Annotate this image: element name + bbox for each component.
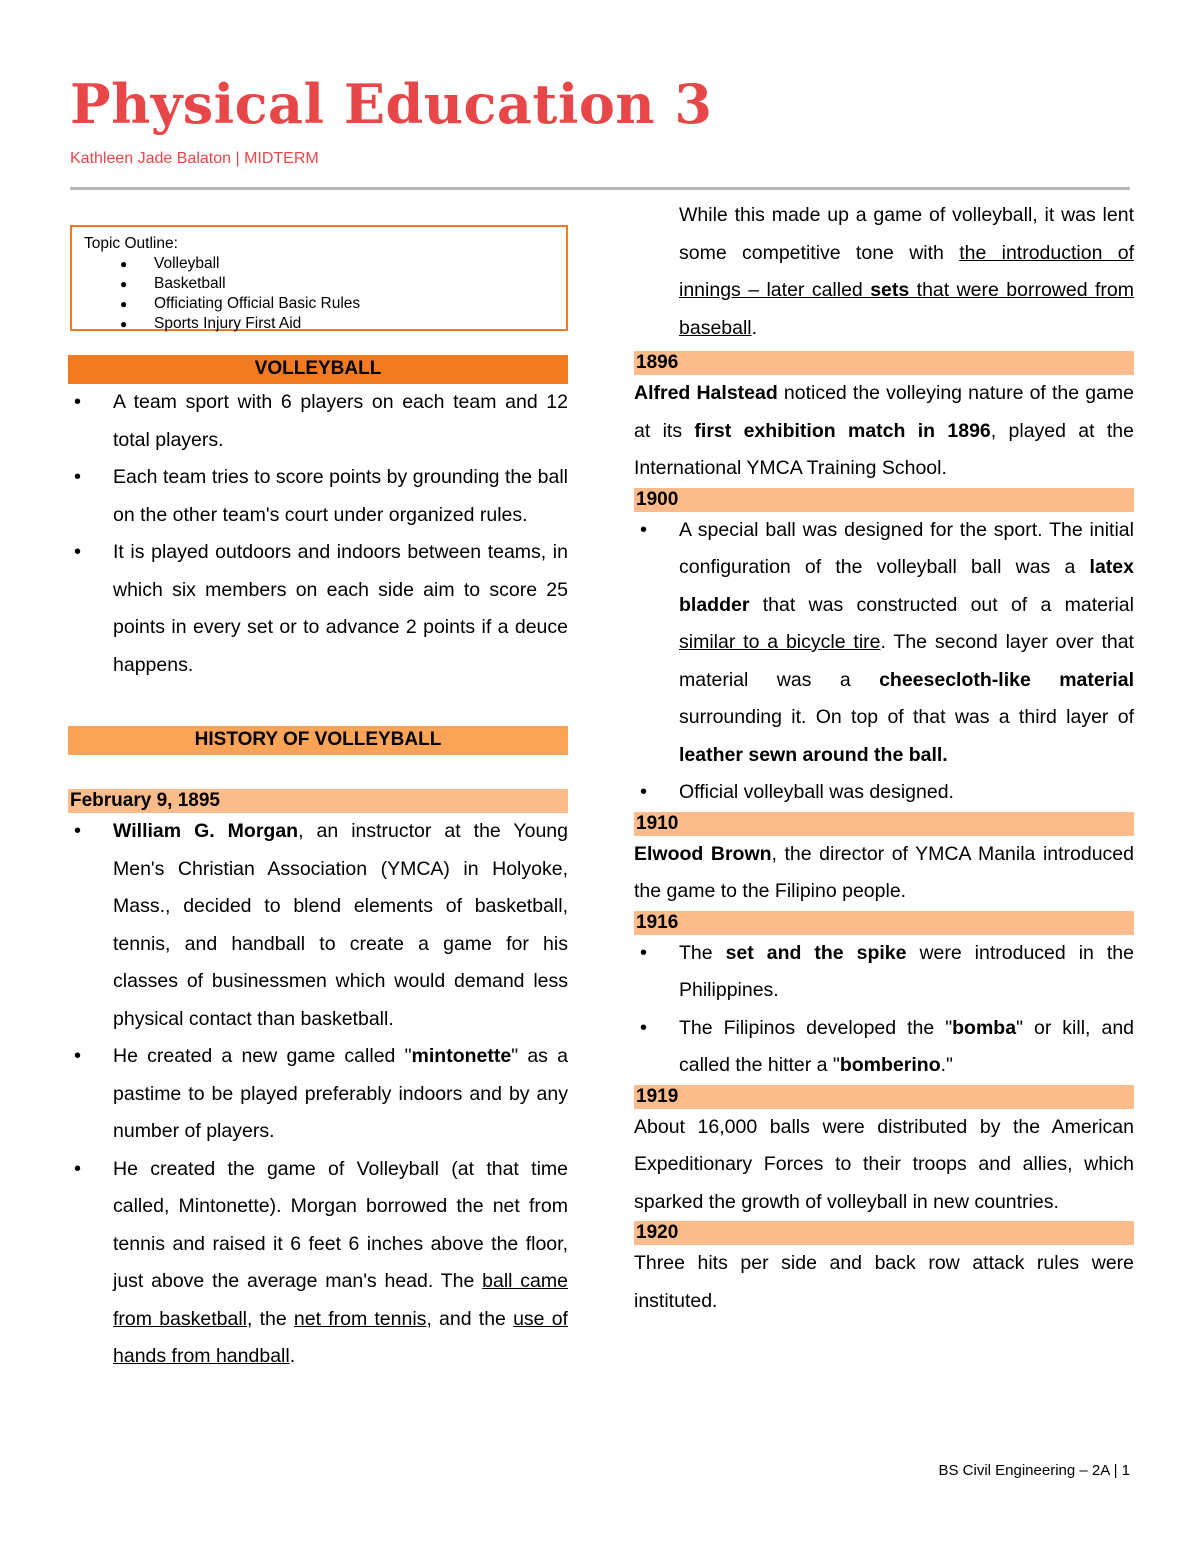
bullet-item: • A special ball was designed for the sport. The initial configuration of the volleyball ball was a latex bladder that was constructed out of a material similar to a bicycle tire. The second layer over that material was a cheesecloth-like material surrounding it. On top of that was a third layer of leather sewn around the ball.	[634, 512, 1134, 775]
volleyball-bullets	[68, 384, 568, 684]
year-label-1919: 1919	[634, 1085, 1134, 1109]
right-column	[634, 197, 1134, 1320]
year-label-1916: 1916	[634, 911, 1134, 935]
bullet-item: • Official volleyball was designed.	[634, 774, 1134, 812]
bullet-item: • He created a new game called "mintonette" as a pastime to be played preferably indoors and by any number of players.	[68, 1038, 568, 1151]
bullet-item: • A team sport with 6 players on each team and 12 total players.	[68, 384, 568, 459]
paragraph-1919: About 16,000 balls were distributed by the American Expeditionary Forces to their troops and allies, which sparked the growth of volleyball in new countries.	[634, 1115, 1134, 1213]
year-label-1910: 1910	[634, 812, 1134, 836]
bullets-1895	[68, 813, 568, 1376]
left-column	[68, 225, 568, 1376]
header-divider	[70, 187, 1130, 190]
topic-outline-heading: Topic Outline:	[84, 235, 178, 252]
bullets-1900	[634, 512, 1134, 812]
outline-item: ● Basketball	[154, 274, 556, 294]
outline-item: ● Officiating Official Basic Rules	[154, 294, 556, 314]
bullet-item: • The set and the spike were introduced in the Philippines.	[634, 935, 1134, 1010]
volleyball-heading: VOLLEYBALL	[68, 355, 568, 384]
paragraph-1920: Three hits per side and back row attack rules were instituted.	[634, 1252, 1134, 1312]
year-label-1900: 1900	[634, 488, 1134, 512]
page-title: Physical Education 3	[70, 72, 713, 136]
page-subtitle: Kathleen Jade Balaton | MIDTERM	[70, 150, 319, 167]
year-label-1920: 1920	[634, 1221, 1134, 1245]
topic-outline-box	[70, 225, 568, 331]
history-heading: HISTORY OF VOLLEYBALL	[68, 726, 568, 755]
bullet-item: • Each team tries to score points by grounding the ball on the other team's court under organized rules.	[68, 459, 568, 534]
page-footer: BS Civil Engineering – 2A | 1	[938, 1462, 1130, 1479]
outline-item: ● Sports Injury First Aid	[154, 314, 556, 334]
bullet-item: • He created the game of Volleyball (at that time called, Mintonette). Morgan borrowed the net from tennis and raised it 6 feet 6 inches above the floor, just above the average man's head. The ball came from basketball, the net from tennis, and the use of hands from handball.	[68, 1151, 568, 1376]
topic-outline-list	[84, 254, 556, 334]
paragraph-1910: Elwood Brown, the director of YMCA Manila introduced the game to the Filipino people.	[634, 842, 1135, 902]
year-label-1896: 1896	[634, 351, 1134, 375]
bullet-item: • The Filipinos developed the "bomba" or kill, and called the hitter a "bomberino."	[634, 1010, 1134, 1085]
bullet-item: • William G. Morgan, an instructor at the Young Men's Christian Association (YMCA) in Holyoke, Mass., decided to blend elements of basketball, tennis, and handball to create a game for his classes of businessmen which would demand less physical contact than basketball.	[68, 813, 568, 1038]
bullets-1916	[634, 935, 1134, 1085]
year-label-1895: February 9, 1895	[68, 789, 568, 813]
bullet-item: • It is played outdoors and indoors between teams, in which six members on each side aim to score 25 points in every set or to advance 2 points if a deuce happens.	[68, 534, 568, 684]
paragraph-1896: Alfred Halstead noticed the volleying nature of the game at its first exhibition match in 1896, played at the International YMCA Training School.	[634, 382, 1134, 479]
continued-paragraph: While this made up a game of volleyball, it was lent some competitive tone with the introduction of innings – later called sets that were borrowed from baseball.	[679, 204, 1134, 339]
outline-item: ● Volleyball	[154, 254, 556, 274]
